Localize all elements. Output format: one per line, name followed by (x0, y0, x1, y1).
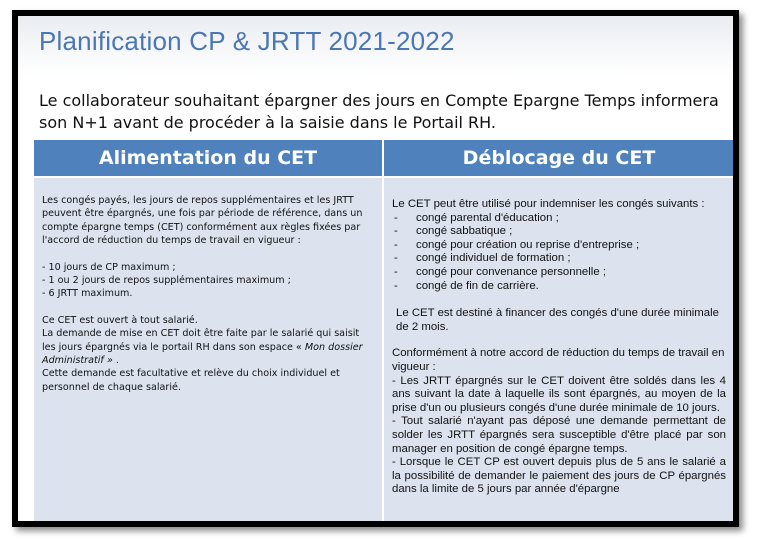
slide (18, 16, 733, 521)
leave-types-list (392, 212, 726, 294)
list-item: - congé parental d'éducation ; (394, 211, 559, 224)
slide-title: Planification CP & JRTT 2021-2022 (39, 26, 455, 56)
limit-item: - 10 jours de CP maximum ; (42, 261, 176, 273)
request-text: La demande de mise en CET doit être faite par le salarié qui saisit les jours épargnés via le portail RH dans son espace « Mon dossier Administratif » . (42, 328, 363, 367)
agreement-intro: Conformément à notre accord de réduction du temps de travail en vigueur : (392, 347, 725, 373)
list-item: - congé pour convenance personnelle ; (394, 265, 606, 278)
header-deblocage: Déblocage du CET (384, 140, 733, 178)
alimentation-details (42, 314, 374, 394)
alimentation-limits (42, 261, 374, 301)
slide-frame (12, 10, 739, 527)
body-deblocage (384, 178, 733, 521)
list-item: - congé de fin de carrière. (394, 279, 539, 292)
deblocage-intro: Le CET peut être utilisé pour indemniser les congés suivants : (392, 198, 705, 210)
body-alimentation (34, 178, 382, 521)
cet-table (34, 140, 733, 521)
rule-jrtt: - Les JRTT épargnés sur le CET doivent être soldés dans les 4 ans suivant la date à laquelle ils sont épargnés, au moyen de la prise d'un ou plusieurs congés d'une durée minimale de 10 jours. (392, 374, 726, 414)
limit-item: - 1 ou 2 jours de repos supplémentaires maximum ; (42, 275, 291, 287)
optional-text: Cette demande est facultative et relève du choix individuel et personnel de chaque salarié. (42, 368, 340, 393)
rule-payment: - Lorsque le CET CP est ouvert depuis plus de 5 ans le salarié a la possibilité de demander le paiement des jours de CP épargnés dans la limite de 5 jours par année d'épargne (392, 456, 726, 496)
list-item: - congé pour création ou reprise d'entreprise ; (394, 238, 640, 251)
minimum-duration-text: Le CET est destiné à financer des congés d'une durée minimale de 2 mois. (396, 307, 719, 333)
rule-placement: - Tout salarié n'ayant pas déposé une demande permettant de solder les JRTT épargnés sera susceptible d'être placé par son manager en position de congé épargne temps. (392, 415, 726, 455)
alimentation-intro: Les congés payés, les jours de repos supplémentaires et les JRTT peuvent être épargnés, une fois par période de référence, dans un compte épargne temps (CET) conformément aux règles fixées par l'accord de réduction du temps de travail en vigueur : (42, 195, 363, 247)
intro-text: Le collaborateur souhaitant épargner des jours en Compte Epargne Temps informera son N+1 avant de procéder à la saisie dans le Portail RH. (39, 91, 719, 132)
list-item: - congé individuel de formation ; (394, 252, 571, 265)
open-to-all-text: Ce CET est ouvert à tout salarié. (42, 314, 198, 326)
header-alimentation: Alimentation du CET (34, 140, 382, 178)
portal-space-name: Mon dossier Administratif » (42, 341, 363, 367)
limit-item: - 6 JRTT maximum. (42, 288, 133, 300)
column-deblocage (384, 140, 733, 521)
column-alimentation (34, 140, 382, 521)
list-item: - congé sabbatique ; (394, 225, 513, 238)
